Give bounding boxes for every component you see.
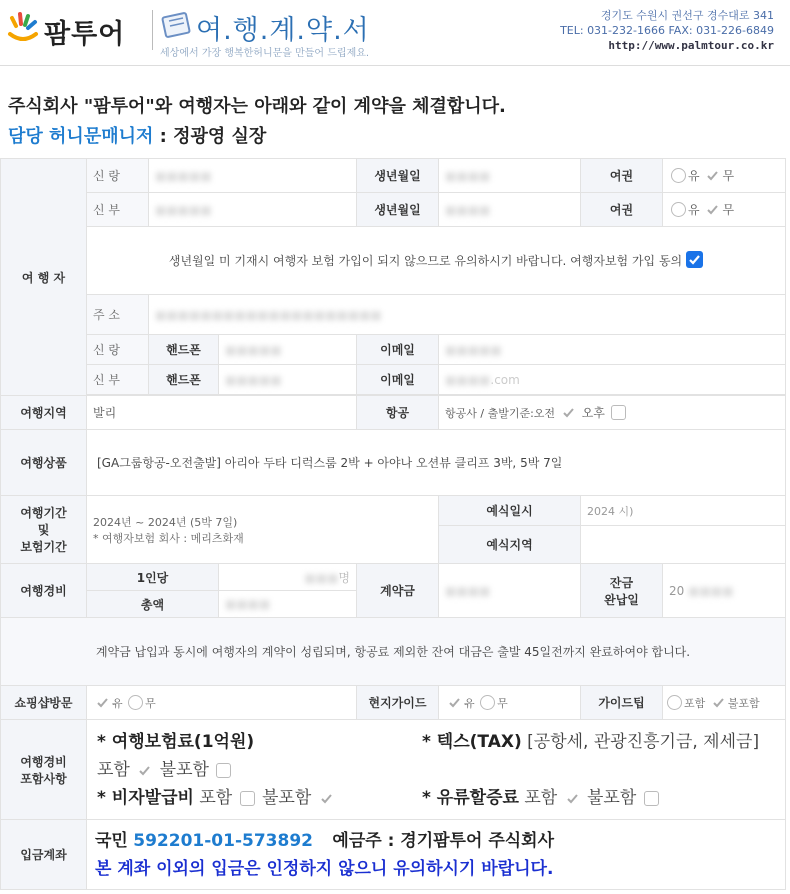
total-label: 총액	[87, 591, 219, 618]
included-line-2	[97, 756, 775, 784]
tax-detail: [공항세, 관광진흥기금, 제세금]	[521, 731, 760, 752]
address-row	[1, 295, 786, 335]
visa-include-label: 포함	[199, 787, 233, 808]
email-suffix: .com	[490, 372, 520, 387]
visa-exclude-label: 불포함	[262, 787, 312, 808]
guide-header: 현지가이드	[357, 686, 439, 720]
bride-birth-label: 생년월일	[357, 193, 439, 227]
letterhead	[0, 0, 790, 66]
period-header	[1, 496, 87, 564]
bride-birth-value[interactable]: ■■■■	[439, 193, 581, 227]
included-line-1	[97, 728, 775, 756]
manager-label: 담당 허니문매니저	[8, 126, 154, 147]
company-url[interactable]: http://www.palmtour.co.kr	[608, 39, 774, 52]
bride-email-label: 이메일	[357, 365, 439, 395]
bride-contact-row	[1, 365, 786, 395]
afternoon-label: 오후	[581, 406, 605, 420]
product-header: 여행상품	[1, 430, 87, 496]
balance-label-line2: 완납일	[604, 592, 639, 607]
groom-passport-label: 여권	[581, 159, 663, 193]
account-number[interactable]: 592201-01-573892	[133, 830, 313, 851]
insurance-company: * 여행자보험 회사 : 메리츠화재	[93, 531, 244, 545]
airline-value: 항공사 / 출발기준:오전	[445, 407, 556, 420]
wedding-place-label: 예식지역	[439, 526, 581, 564]
balance-label	[581, 564, 663, 618]
fuel-include-label: 포함	[524, 787, 558, 808]
balance-label-line1: 잔금	[609, 575, 634, 590]
balance-date-value[interactable]: 20 ■■■■	[663, 564, 786, 618]
bride-passport-label: 여권	[581, 193, 663, 227]
tax-exclude-checkbox[interactable]	[216, 763, 231, 778]
groom-birth-label: 생년월일	[357, 159, 439, 193]
groom-row	[1, 159, 786, 193]
header-divider	[152, 10, 153, 50]
persons-unit: 명	[338, 570, 351, 585]
fuel-exclude-label: 불포함	[587, 787, 637, 808]
company-contact	[560, 8, 774, 53]
document-title: 여.행.계.약.서	[196, 15, 370, 46]
document-icon	[160, 10, 194, 40]
deposit-value[interactable]: ■■■■	[439, 564, 581, 618]
bride-passport-options	[663, 193, 786, 227]
no-label: 무	[722, 203, 735, 217]
yes-label: 유	[464, 696, 475, 710]
visa-include-checkbox[interactable]	[240, 791, 255, 806]
fuel-group	[422, 784, 661, 812]
deposit-label: 계약금	[357, 564, 439, 618]
shopping-yes-check-icon[interactable]	[95, 695, 110, 710]
wedding-place-value[interactable]	[581, 526, 786, 564]
options-row	[1, 686, 786, 720]
insurance-notice	[87, 227, 786, 295]
morning-check-icon[interactable]	[561, 405, 576, 420]
groom-contact-label: 신 랑	[87, 335, 149, 365]
company-address: 경기도 수원시 권선구 경수대로 341	[600, 9, 774, 22]
tax-include-check-icon[interactable]	[137, 763, 152, 778]
included-row	[1, 720, 786, 820]
shopping-no-radio[interactable]	[128, 695, 143, 710]
account-row	[1, 820, 786, 890]
guide-options	[439, 686, 581, 720]
bride-email-value[interactable]: ■■■■.com	[439, 365, 786, 395]
total-value[interactable]: ■■■■	[219, 591, 357, 618]
groom-label: 신 랑	[87, 159, 149, 193]
check-icon[interactable]	[705, 202, 720, 217]
manager-name: 정광영 실장	[173, 126, 267, 147]
manager-line	[8, 122, 266, 148]
tip-options	[663, 686, 786, 720]
yes-label: 유	[688, 169, 700, 183]
product-row	[1, 430, 786, 496]
fuel-include-check-icon[interactable]	[565, 791, 580, 806]
include-label: 포함	[684, 696, 706, 710]
region-value[interactable]: 발리	[87, 396, 357, 430]
airline-options	[439, 396, 786, 430]
groom-name-value[interactable]: ■■■■■	[149, 159, 357, 193]
account-warning: 본 계좌 이외의 입금은 인정하지 않으니 유의하시기 바랍니다.	[95, 858, 554, 879]
guide-no-radio[interactable]	[480, 695, 495, 710]
address-label: 주 소	[87, 295, 149, 335]
brand-name: 팜투어	[44, 19, 126, 50]
cost-header: 여행경비	[1, 564, 87, 618]
account-holder: 예금주 : 경기팜투어 주식회사	[332, 830, 555, 851]
contract-table	[0, 158, 786, 890]
included-header-line1: 여행경비	[20, 754, 67, 769]
contract-intro: 주식회사 "팜투어"와 여행자는 아래와 같이 계약을 체결합니다.	[8, 96, 506, 117]
guide-yes-check-icon[interactable]	[447, 695, 462, 710]
traveler-header: 여 행 자	[1, 159, 87, 396]
exclude-label: 불포함	[727, 696, 760, 710]
tip-header: 가이드팁	[581, 686, 663, 720]
tax-exclude-label: 불포함	[159, 759, 209, 780]
groom-passport-options	[663, 159, 786, 193]
balance-date-partial: 20	[669, 583, 685, 598]
shopping-options	[87, 686, 357, 720]
wedding-date-label: 예식일시	[439, 496, 581, 526]
insurance-consent-checkbox[interactable]	[686, 251, 703, 268]
insurance-item: * 여행보험료(1억원)	[97, 731, 255, 752]
included-line-3	[97, 784, 775, 812]
no-label: 무	[722, 169, 735, 183]
region-row	[1, 396, 786, 430]
period-value	[87, 496, 439, 564]
groom-phone-label: 핸드폰	[149, 335, 219, 365]
wedding-date-value[interactable]: 2024 시)	[581, 496, 786, 526]
check-icon[interactable]	[705, 168, 720, 183]
included-items	[87, 720, 786, 820]
tip-exclude-check-icon[interactable]	[711, 695, 726, 710]
bank-name: 국민	[95, 830, 128, 851]
contract-notice-row	[1, 618, 786, 686]
account-info	[87, 820, 786, 890]
visa-item: * 비자발급비	[97, 787, 194, 808]
groom-contact-row	[1, 335, 786, 365]
groom-email-value[interactable]: ■■■■■	[439, 335, 786, 365]
bride-contact-label: 신 부	[87, 365, 149, 395]
visa-exclude-check-icon[interactable]	[319, 791, 334, 806]
included-header-line2: 포함사항	[20, 771, 67, 786]
included-header	[1, 720, 87, 820]
groom-email-label: 이메일	[357, 335, 439, 365]
bride-label: 신 부	[87, 193, 149, 227]
bride-row	[1, 193, 786, 227]
afternoon-checkbox[interactable]	[611, 405, 626, 420]
visa-group	[97, 784, 422, 812]
cost-row	[1, 564, 786, 591]
period-header-line2: 및	[37, 523, 50, 537]
fuel-exclude-checkbox[interactable]	[644, 791, 659, 806]
period-dates: 2024년 ~ 2024년 (5박 7일)	[93, 515, 238, 529]
groom-birth-value[interactable]: ■■■■	[439, 159, 581, 193]
yes-label: 유	[112, 696, 123, 710]
tax-item: * 텍스(TAX)	[422, 731, 522, 752]
insurance-notice-row	[1, 227, 786, 295]
company-tel-fax: TEL: 031-232-1666 FAX: 031-226-6849	[560, 24, 774, 37]
account-line	[95, 827, 777, 855]
contract-notice: 계약금 납입과 동시에 여행자의 계약이 성립되며, 항공료 제외한 잔여 대금은 출발 45일전까지 완료하여야 합니다.	[1, 618, 786, 686]
passport-yes-radio[interactable]	[671, 202, 686, 217]
product-value: [GA그룹항공-오전출발] 아리아 두타 디럭스룸 2박 + 아야나 오션뷰 클리프 3박, 5박 7일	[87, 430, 786, 496]
airline-header: 항공	[357, 396, 439, 430]
bride-phone-label: 핸드폰	[149, 365, 219, 395]
palmtour-logo-icon	[6, 10, 40, 44]
period-header-line3: 보험기간	[20, 540, 67, 554]
per-person-label: 1인당	[87, 564, 219, 591]
insurance-notice-text: 생년월일 미 기재시 여행자 보험 가입이 되지 않으므로 유의하시기 바랍니다. 여행자보험 가입 동의	[168, 253, 683, 268]
period-row	[1, 496, 786, 526]
account-header: 입금계좌	[1, 820, 87, 890]
period-header-line1: 여행기간	[20, 506, 67, 520]
shopping-header: 쇼핑샵방문	[1, 686, 87, 720]
bride-phone-value[interactable]: ■■■■■	[219, 365, 357, 395]
tip-include-radio[interactable]	[667, 695, 682, 710]
slogan: 세상에서 가장 행복한허니문을 만들어 드립제요.	[160, 48, 370, 59]
manager-separator: :	[153, 126, 174, 147]
yes-label: 유	[688, 203, 700, 217]
no-label: 무	[497, 696, 508, 710]
no-label: 무	[145, 696, 156, 710]
groom-phone-value[interactable]: ■■■■■	[219, 335, 357, 365]
tax-include-label: 포함	[97, 759, 130, 780]
fuel-item: * 유류할증료	[422, 787, 519, 808]
address-value[interactable]: ■■■■■■■■■■■■■■■■■■■■	[149, 295, 786, 335]
per-person-value[interactable]: ■■■명	[219, 564, 357, 591]
passport-yes-radio[interactable]	[671, 168, 686, 183]
bride-name-value[interactable]: ■■■■■	[149, 193, 357, 227]
region-header: 여행지역	[1, 396, 87, 430]
